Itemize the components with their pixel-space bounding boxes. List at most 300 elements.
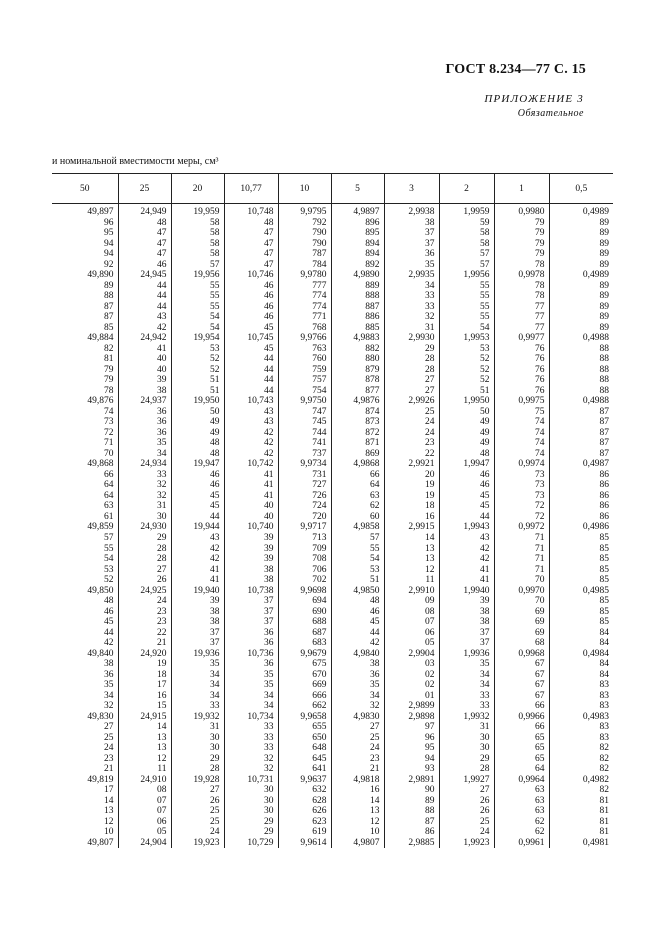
- table-cell: 37: [171, 638, 224, 649]
- table-cell: 10,743: [224, 396, 278, 407]
- table-cell: 42: [331, 638, 384, 649]
- table-cell: 72: [494, 501, 549, 512]
- table-cell: 4,9897: [331, 204, 384, 218]
- table-cell: 08: [118, 785, 171, 796]
- column-header: 20: [171, 174, 224, 204]
- table-cell: 0,9964: [494, 775, 549, 786]
- table-cell: 10,742: [224, 459, 278, 470]
- table-cell: 88: [104, 291, 114, 302]
- table-row: [52, 344, 613, 355]
- table-cell: 12: [384, 565, 439, 576]
- table-cell: 28: [118, 554, 171, 565]
- table-cell: 40: [224, 512, 278, 523]
- table-cell: 46: [224, 302, 278, 313]
- table-cell: 27: [331, 722, 384, 733]
- table-cell: 44: [224, 354, 278, 365]
- table-cell: 34: [171, 670, 224, 681]
- table-cell: 24,910: [118, 775, 171, 786]
- table-row: [52, 270, 613, 281]
- table-cell: 1,9932: [439, 712, 494, 723]
- table-cell: 77: [494, 312, 549, 323]
- table-cell: 0,4982: [549, 775, 613, 786]
- table-cell: 54: [439, 323, 494, 334]
- table-cell: 1,9956: [439, 270, 494, 281]
- table-cell: 61: [104, 511, 114, 522]
- table-cell: 30: [439, 743, 494, 754]
- table-cell: 33: [384, 291, 439, 302]
- table-cell: 43: [224, 407, 278, 418]
- table-cell: 24: [439, 827, 494, 838]
- table-cell: 27: [171, 785, 224, 796]
- table-cell: 40: [224, 501, 278, 512]
- table-row: [52, 449, 613, 460]
- table-cell: 38: [104, 659, 114, 670]
- table-cell: 35: [439, 659, 494, 670]
- table-cell: 87: [384, 817, 439, 828]
- table-row: [52, 218, 613, 229]
- table-row: [52, 628, 613, 639]
- table-cell: 46: [439, 480, 494, 491]
- table-cell: 36: [331, 670, 384, 681]
- table-cell: 675: [278, 659, 331, 670]
- table-cell: 724: [278, 501, 331, 512]
- table-cell: 687: [278, 628, 331, 639]
- table-cell: 33: [171, 701, 224, 712]
- table-cell: 38: [224, 565, 278, 576]
- table-cell: 37: [439, 628, 494, 639]
- table-cell: 33: [224, 722, 278, 733]
- table-cell: 39: [224, 533, 278, 544]
- table-cell: 26: [439, 806, 494, 817]
- table-cell: 0,9968: [494, 649, 549, 660]
- table-cell: 45: [331, 617, 384, 628]
- table-cell: 87: [549, 407, 613, 418]
- table-row: [52, 354, 613, 365]
- table-cell: 12: [118, 754, 171, 765]
- table-row: [52, 722, 613, 733]
- table-cell: 0,9972: [494, 522, 549, 533]
- table-cell: 83: [549, 691, 613, 702]
- table-cell: 25: [171, 817, 224, 828]
- table-cell: 34: [104, 690, 114, 701]
- table-cell: 1,9950: [439, 396, 494, 407]
- table-cell: 46: [439, 470, 494, 481]
- table-row: [52, 470, 613, 481]
- table-cell: 1,9940: [439, 586, 494, 597]
- table-cell: 84: [549, 659, 613, 670]
- table-cell: 21: [104, 764, 114, 775]
- table-cell: 0,4987: [549, 459, 613, 470]
- table-cell: 62: [331, 501, 384, 512]
- table-cell: 85: [549, 544, 613, 555]
- table-cell: 10: [104, 827, 114, 838]
- table-cell: 774: [278, 302, 331, 313]
- table-cell: 87: [549, 449, 613, 460]
- table-cell: 24: [331, 743, 384, 754]
- table-cell: 9,9658: [278, 712, 331, 723]
- table-cell: 39: [439, 596, 494, 607]
- table-cell: 93: [384, 764, 439, 775]
- table-cell: 877: [331, 386, 384, 397]
- table-cell: 42: [224, 449, 278, 460]
- table-cell: 43: [439, 533, 494, 544]
- table-cell: 27: [384, 386, 439, 397]
- table-cell: 96: [104, 217, 114, 228]
- table-cell: 1,9923: [439, 838, 494, 849]
- table-cell: 54: [171, 323, 224, 334]
- table-cell: 07: [384, 617, 439, 628]
- table-cell: 48: [224, 218, 278, 229]
- table-cell: 741: [278, 438, 331, 449]
- column-header: 25: [118, 174, 171, 204]
- table-cell: 74: [104, 406, 114, 417]
- table-cell: 88: [549, 344, 613, 355]
- table-cell: 33: [224, 743, 278, 754]
- table-cell: 94: [384, 754, 439, 765]
- table-cell: 55: [439, 312, 494, 323]
- table-cell: 74: [494, 449, 549, 460]
- table-cell: 10,731: [224, 775, 278, 786]
- table-cell: 38: [439, 617, 494, 628]
- table-cell: 92: [104, 259, 114, 270]
- table-cell: 86: [549, 501, 613, 512]
- table-cell: 76: [494, 386, 549, 397]
- table-cell: 29: [224, 817, 278, 828]
- table-cell: 94: [104, 238, 114, 249]
- table-cell: 4,9858: [331, 522, 384, 533]
- column-header: 10,77: [224, 174, 278, 204]
- table-cell: 2,9935: [384, 270, 439, 281]
- table-row: [52, 407, 613, 418]
- table-cell: 27: [118, 565, 171, 576]
- table-cell: 66: [104, 469, 114, 480]
- table-cell: 45: [171, 501, 224, 512]
- table-cell: 88: [549, 354, 613, 365]
- table-cell: 26: [171, 796, 224, 807]
- table-cell: 69: [494, 617, 549, 628]
- table-row: [52, 491, 613, 502]
- table-cell: 87: [104, 301, 114, 312]
- table-cell: 34: [439, 670, 494, 681]
- table-cell: 17: [118, 680, 171, 691]
- table-cell: 790: [278, 228, 331, 239]
- table-cell: 23: [104, 753, 114, 764]
- table-cell: 632: [278, 785, 331, 796]
- table-cell: 74: [494, 438, 549, 449]
- table-cell: 86: [549, 491, 613, 502]
- column-header: 1: [494, 174, 549, 204]
- table-cell: 34: [118, 449, 171, 460]
- table-cell: 23: [118, 607, 171, 618]
- table-cell: 2,9930: [384, 333, 439, 344]
- table-cell: 20: [384, 470, 439, 481]
- table-cell: 89: [549, 312, 613, 323]
- table-cell: 46: [224, 281, 278, 292]
- table-cell: 9,9734: [278, 459, 331, 470]
- table-cell: 13: [104, 806, 114, 817]
- table-cell: 57: [439, 260, 494, 271]
- table-cell: 36: [118, 428, 171, 439]
- table-row: [52, 281, 613, 292]
- table-cell: 06: [384, 628, 439, 639]
- table-cell: 89: [549, 323, 613, 334]
- table-cell: 45: [224, 323, 278, 334]
- table-cell: 886: [331, 312, 384, 323]
- table-cell: 40: [118, 365, 171, 376]
- table-cell: 37: [224, 596, 278, 607]
- table-cell: 42: [224, 438, 278, 449]
- table-cell: 19,954: [171, 333, 224, 344]
- table-cell: 24,942: [118, 333, 171, 344]
- table-cell: 55: [104, 543, 114, 554]
- table-cell: 41: [224, 491, 278, 502]
- table-cell: 45: [104, 617, 114, 628]
- table-cell: 650: [278, 733, 331, 744]
- table-cell: 0,9978: [494, 270, 549, 281]
- table-cell: 52: [439, 375, 494, 386]
- table-cell: 47: [118, 249, 171, 260]
- table-cell: 08: [384, 607, 439, 618]
- table-cell: 14: [118, 722, 171, 733]
- table-cell: 688: [278, 617, 331, 628]
- table-row: [52, 754, 613, 765]
- table-cell: 19: [384, 491, 439, 502]
- table-cell: 30: [224, 806, 278, 817]
- table-cell: 76: [494, 354, 549, 365]
- table-row: [52, 501, 613, 512]
- table-cell: 75: [494, 407, 549, 418]
- table-cell: 83: [549, 733, 613, 744]
- table-cell: 51: [331, 575, 384, 586]
- table-cell: 0,4984: [549, 649, 613, 660]
- table-cell: 31: [171, 722, 224, 733]
- table-cell: 0,9980: [494, 204, 549, 218]
- table-cell: 55: [171, 302, 224, 313]
- table-cell: 23: [118, 617, 171, 628]
- table-cell: 9,9795: [278, 204, 331, 218]
- table-cell: 46: [171, 470, 224, 481]
- table-cell: 757: [278, 375, 331, 386]
- table-cell: 24: [171, 827, 224, 838]
- table-cell: 47: [224, 249, 278, 260]
- table-cell: 43: [224, 417, 278, 428]
- table-row: [52, 617, 613, 628]
- table-cell: 85: [549, 617, 613, 628]
- table-cell: 44: [104, 627, 114, 638]
- table-cell: 82: [549, 754, 613, 765]
- table-cell: 82: [549, 785, 613, 796]
- table-cell: 44: [224, 375, 278, 386]
- table-row: [52, 365, 613, 376]
- table-cell: 89: [549, 228, 613, 239]
- table-cell: 57: [331, 533, 384, 544]
- table-cell: 87: [549, 428, 613, 439]
- table-cell: 85: [104, 322, 114, 333]
- table-cell: 86: [549, 480, 613, 491]
- table-cell: 35: [384, 260, 439, 271]
- table-cell: 49,868: [87, 459, 114, 470]
- table-cell: 22: [384, 449, 439, 460]
- table-row: [52, 638, 613, 649]
- table-cell: 30: [224, 785, 278, 796]
- table-cell: 52: [171, 354, 224, 365]
- table-row: [52, 659, 613, 670]
- table-row: [52, 565, 613, 576]
- table-cell: 24,915: [118, 712, 171, 723]
- table-cell: 39: [171, 596, 224, 607]
- table-cell: 745: [278, 417, 331, 428]
- table-cell: 0,9975: [494, 396, 549, 407]
- table-body: [52, 204, 613, 849]
- table-cell: 9,9717: [278, 522, 331, 533]
- table-cell: 28: [171, 764, 224, 775]
- table-cell: 85: [549, 575, 613, 586]
- table-cell: 41: [224, 480, 278, 491]
- table-cell: 10,746: [224, 270, 278, 281]
- table-cell: 46: [224, 312, 278, 323]
- table-cell: 42: [439, 544, 494, 555]
- table-cell: 626: [278, 806, 331, 817]
- table-cell: 90: [384, 785, 439, 796]
- table-cell: 89: [549, 281, 613, 292]
- table-cell: 76: [494, 344, 549, 355]
- table-cell: 19,932: [171, 712, 224, 723]
- table-cell: 79: [494, 239, 549, 250]
- table-cell: 37: [384, 239, 439, 250]
- table-cell: 81: [549, 796, 613, 807]
- table-cell: 06: [118, 817, 171, 828]
- table-cell: 15: [118, 701, 171, 712]
- table-cell: 34: [331, 691, 384, 702]
- table-cell: 894: [331, 239, 384, 250]
- table-cell: 88: [549, 365, 613, 376]
- table-cell: 41: [439, 575, 494, 586]
- table-cell: 55: [331, 544, 384, 555]
- table-cell: 14: [384, 533, 439, 544]
- table-cell: 0,4985: [549, 586, 613, 597]
- table-cell: 89: [549, 260, 613, 271]
- table-cell: 747: [278, 407, 331, 418]
- table-cell: 73: [494, 470, 549, 481]
- table-cell: 694: [278, 596, 331, 607]
- table-cell: 82: [104, 343, 114, 354]
- table-cell: 29: [171, 754, 224, 765]
- table-cell: 19: [384, 480, 439, 491]
- table-cell: 36: [224, 628, 278, 639]
- table-cell: 38: [224, 575, 278, 586]
- table-cell: 09: [384, 596, 439, 607]
- table-row: [52, 417, 613, 428]
- table-cell: 32: [118, 491, 171, 502]
- table-cell: 26: [439, 796, 494, 807]
- table-cell: 49,859: [87, 522, 114, 533]
- table-cell: 47: [118, 228, 171, 239]
- table-cell: 25: [439, 817, 494, 828]
- table-cell: 32: [331, 701, 384, 712]
- table-cell: 666: [278, 691, 331, 702]
- table-cell: 44: [439, 512, 494, 523]
- table-cell: 95: [104, 228, 114, 239]
- table-cell: 63: [331, 491, 384, 502]
- table-cell: 72: [104, 427, 114, 438]
- table-cell: 70: [104, 448, 114, 459]
- table-cell: 49,840: [87, 648, 114, 659]
- table-cell: 47: [118, 239, 171, 250]
- table-row: [52, 670, 613, 681]
- table-cell: 50: [439, 407, 494, 418]
- table-caption: и номинальной вместимости меры, см³: [52, 156, 219, 167]
- table-cell: 83: [549, 722, 613, 733]
- table-row: [52, 649, 613, 660]
- table-cell: 53: [171, 344, 224, 355]
- table-row: [52, 323, 613, 334]
- table-row: [52, 701, 613, 712]
- table-cell: 86: [384, 827, 439, 838]
- table-cell: 1,9947: [439, 459, 494, 470]
- table-cell: 55: [439, 281, 494, 292]
- table-cell: 48: [104, 596, 114, 607]
- table-cell: 41: [439, 565, 494, 576]
- table-cell: 713: [278, 533, 331, 544]
- table-cell: 76: [494, 365, 549, 376]
- table-cell: 628: [278, 796, 331, 807]
- table-cell: 11: [384, 575, 439, 586]
- table-cell: 42: [439, 554, 494, 565]
- table-cell: 85: [549, 596, 613, 607]
- table-cell: 33: [439, 701, 494, 712]
- table-cell: 47: [224, 260, 278, 271]
- table-cell: 895: [331, 228, 384, 239]
- table-cell: 84: [549, 638, 613, 649]
- table-cell: 29: [439, 754, 494, 765]
- table-cell: 38: [439, 607, 494, 618]
- table-cell: 44: [118, 302, 171, 313]
- table-cell: 896: [331, 218, 384, 229]
- table-cell: 44: [224, 365, 278, 376]
- table-cell: 792: [278, 218, 331, 229]
- table-cell: 36: [118, 417, 171, 428]
- table-cell: 30: [224, 796, 278, 807]
- table-cell: 79: [494, 218, 549, 229]
- table-cell: 66: [494, 701, 549, 712]
- table-cell: 87: [104, 312, 114, 323]
- table-cell: 38: [171, 617, 224, 628]
- table-cell: 53: [439, 344, 494, 355]
- table-cell: 48: [439, 449, 494, 460]
- table-cell: 744: [278, 428, 331, 439]
- table-row: [52, 428, 613, 439]
- table-cell: 19,940: [171, 586, 224, 597]
- table-cell: 62: [494, 817, 549, 828]
- table-cell: 89: [549, 249, 613, 260]
- table-cell: 45: [439, 501, 494, 512]
- table-cell: 720: [278, 512, 331, 523]
- table-cell: 52: [439, 354, 494, 365]
- table-cell: 19,944: [171, 522, 224, 533]
- table-cell: 66: [331, 470, 384, 481]
- table-cell: 49: [439, 417, 494, 428]
- table-cell: 33: [224, 733, 278, 744]
- table-cell: 64: [104, 480, 114, 491]
- table-row: [52, 260, 613, 271]
- table-cell: 43: [118, 312, 171, 323]
- table-cell: 869: [331, 449, 384, 460]
- table-cell: 48: [118, 218, 171, 229]
- table-cell: 97: [384, 722, 439, 733]
- table-cell: 96: [384, 733, 439, 744]
- table-cell: 645: [278, 754, 331, 765]
- table-cell: 1,9927: [439, 775, 494, 786]
